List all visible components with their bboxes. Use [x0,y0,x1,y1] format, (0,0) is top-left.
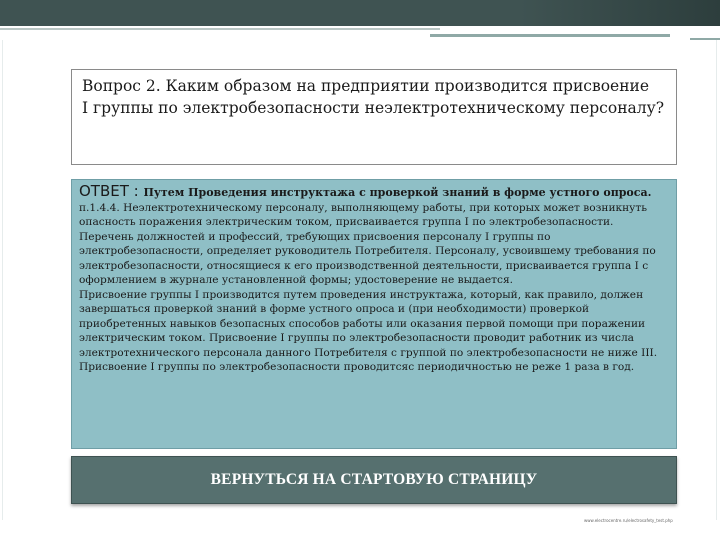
answer-label: ОТВЕТ : [79,182,144,200]
decorative-line-right [430,34,670,37]
question-text-line1: Вопрос 2. Каким образом на предприятии производится присвоение [82,77,650,95]
answer-summary: Путем Проведения инструктажа с проверкой знаний в форме устного опроса. [143,186,652,199]
footer-note: www.electrocentre.ru/electrosafety_test.php [584,518,673,523]
answer-box [71,179,677,449]
decorative-line-left [0,28,440,30]
question-text-line2: I группы по электробезопасности неэлектротехническому персоналу? [82,99,665,117]
question-box [71,69,677,165]
back-to-start-button[interactable] [71,456,677,504]
top-band-accent [520,0,720,26]
back-to-start-label: ВЕРНУТЬСЯ НА СТАРТОВУЮ СТРАНИЦУ [210,471,538,488]
answer-paragraph-1: п.1.4.4. Неэлектротехническому персоналу, выполняющему работы, при которых может возникнуть опасность поражения электрическим током, присваивается группа I по электробезопасности. Перечень должностей и профессий, требующих присвоения персоналу I группы по электробезопасности, определяет руководитель Потребителя. Персоналу, усвоившему требования по электробезопасности, относящиеся к его производственной деятельности, присваивается группа I с оформлением в журнале установленной формы; удостоверение не выдается. [79,201,656,286]
right-page-rule [716,40,717,520]
answer-heading [79,184,666,201]
left-page-rule [2,40,3,520]
answer-paragraph-2: Присвоение группы I производится путем проведения инструктажа, который, как правило, должен завершаться проверкой знаний в форме устного опроса и (при необходимости) проверкой приобретенных навыков безопасных способов работы или оказания первой помощи при поражении электрическим током. Присвоение I группы по электробезопасности проводит работник из числа электротехнического персонала данного Потребителя с группой по электробезопасности не ниже III. [79,288,658,359]
answer-paragraph-3: Присвоение I группы по электробезопасности проводитсяс периодичностью не реже 1 раза в год. [79,361,635,373]
